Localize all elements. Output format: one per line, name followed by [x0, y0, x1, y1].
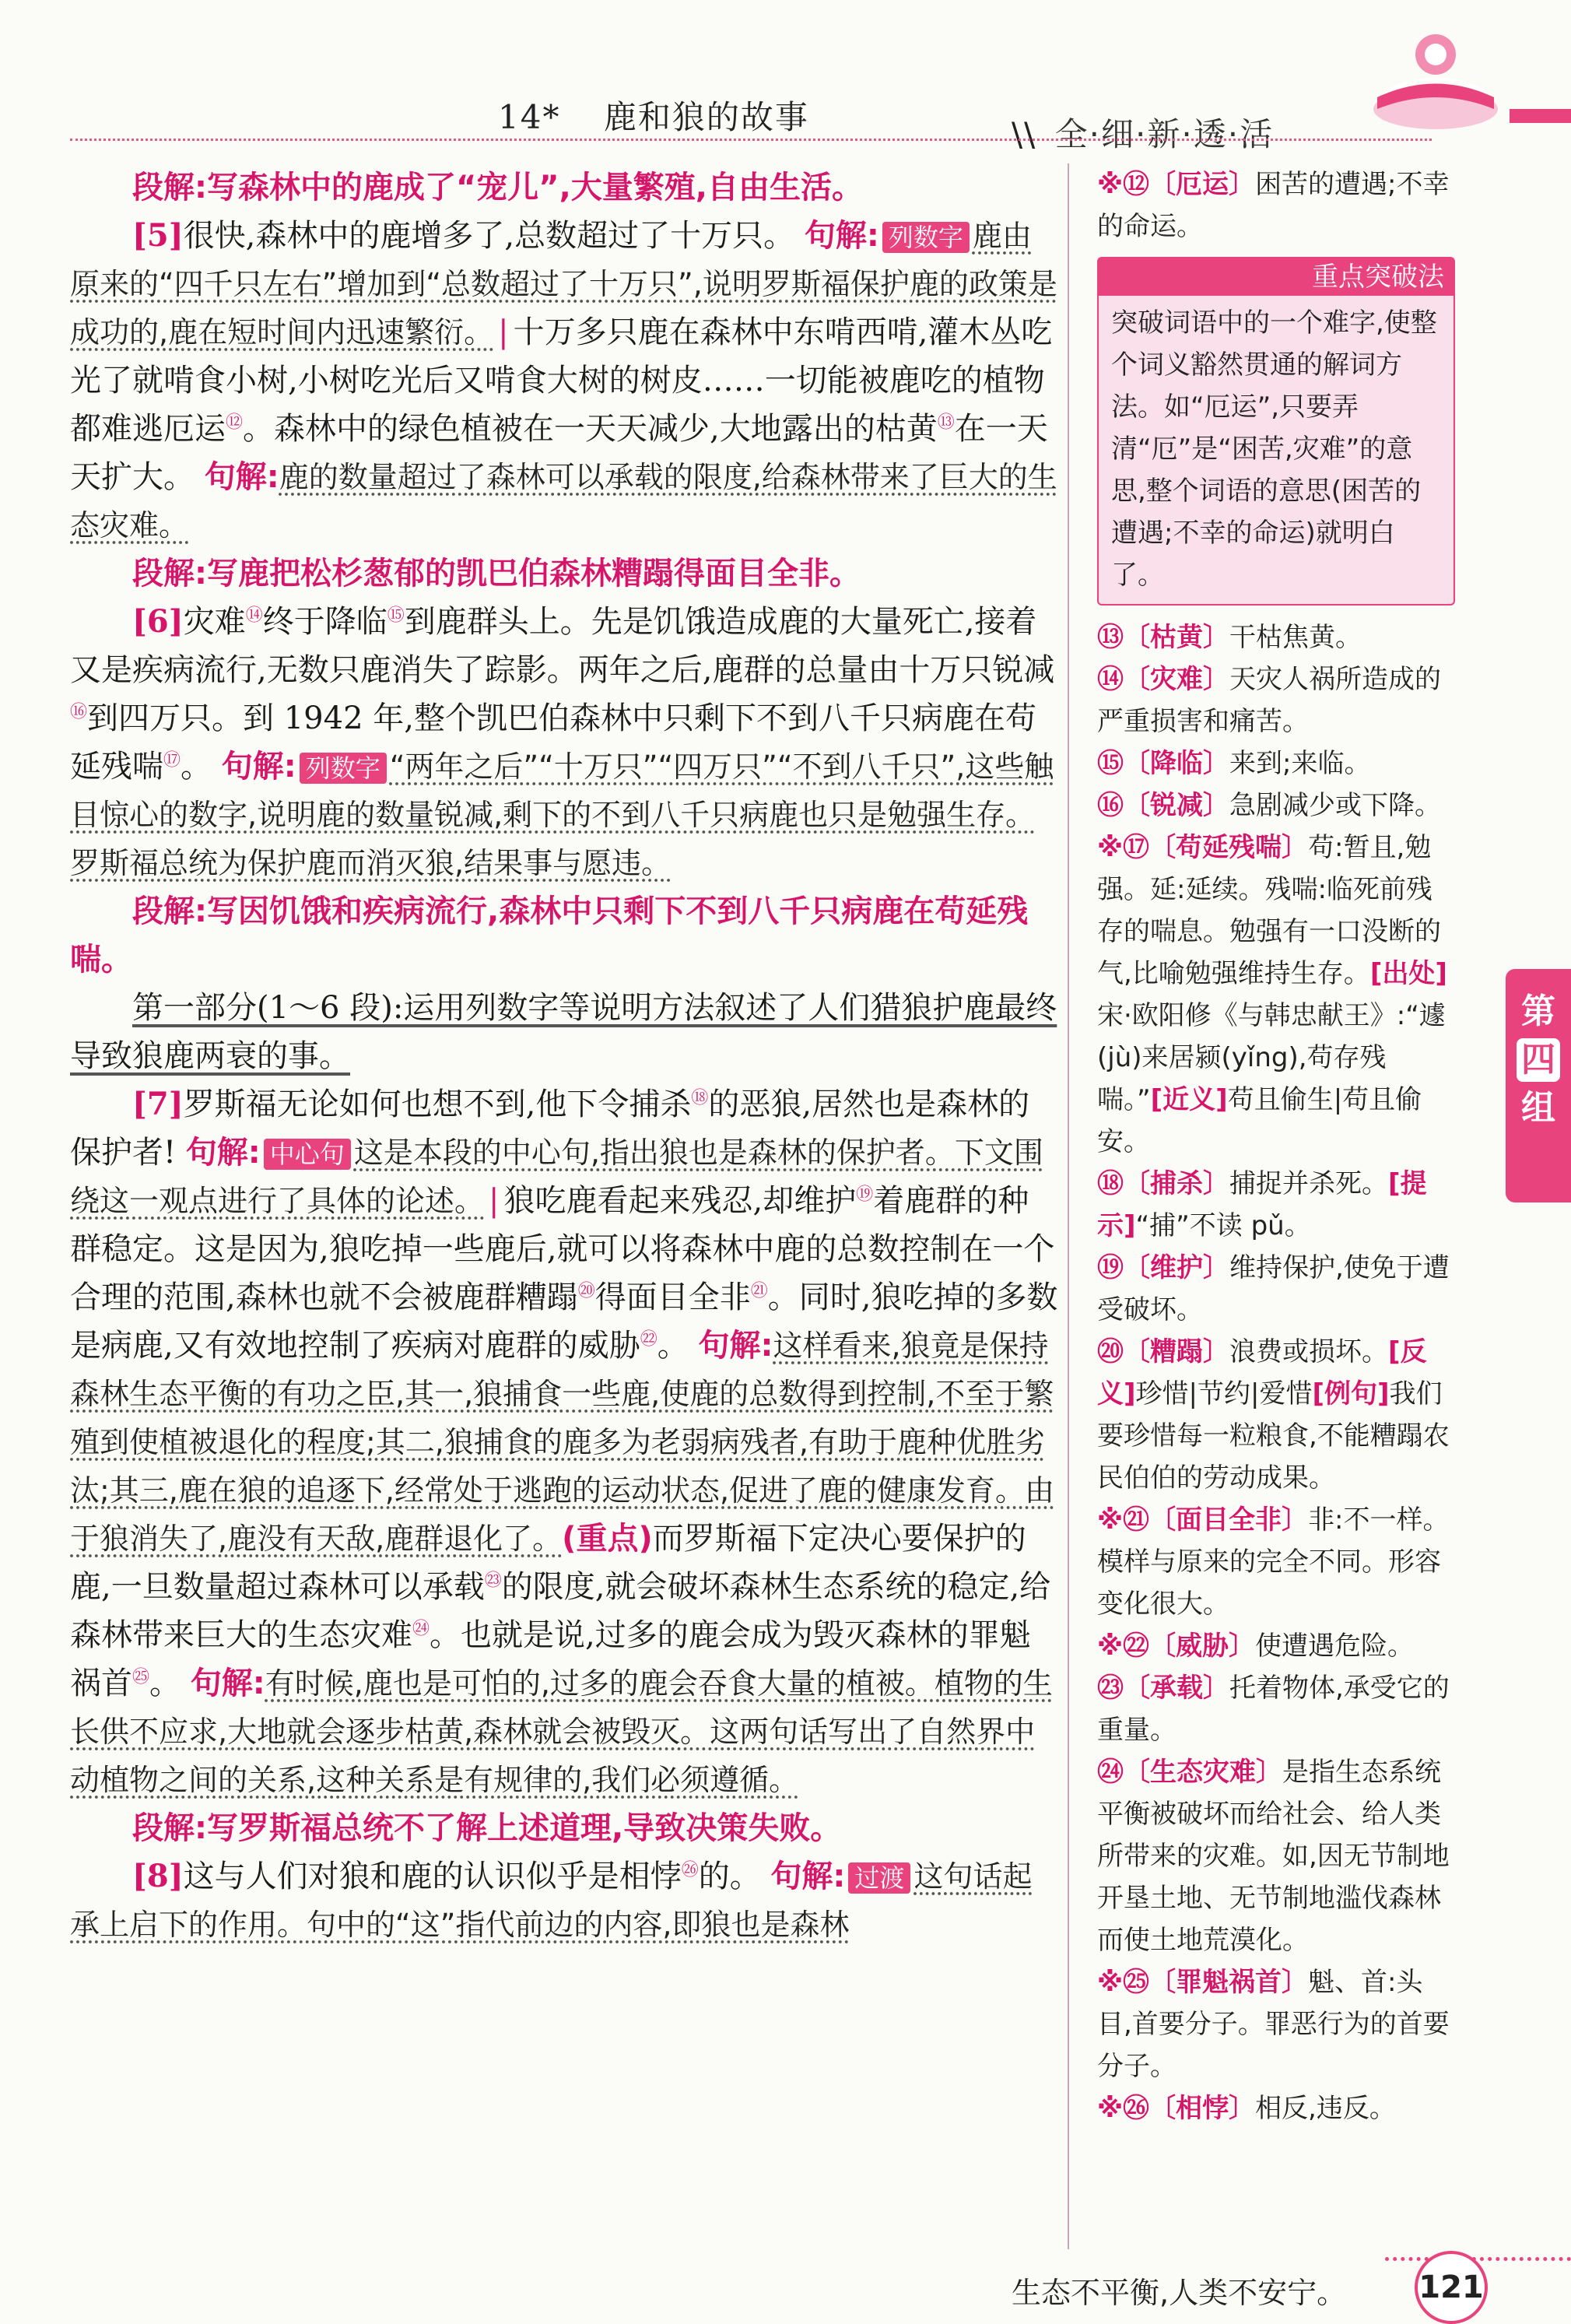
vocab-definition: 托着物体,承受它的重量。 — [1097, 1673, 1450, 1746]
paragraph-5 — [70, 212, 1058, 549]
vocab-item — [1097, 1667, 1455, 1751]
text: 。森林中的绿色植被在一天天减少,大地露出的枯黄 — [243, 411, 938, 447]
vocab-word: 〔生态灾难〕 — [1124, 1757, 1282, 1788]
unit-tab — [1506, 969, 1571, 1202]
text: 的恶狼,居然也是森林的保护者! — [70, 1087, 1030, 1171]
footnote-mark: ㉓ — [484, 1571, 502, 1591]
vocab-word: 〔罪魁祸首〕 — [1149, 1967, 1309, 1998]
footnote-mark: ⑮ — [387, 606, 405, 626]
vocab-definition: 天灾人祸所造成的严重损害和痛苦。 — [1097, 664, 1441, 737]
text: 着鹿群的种群稳定。这是因为,狼吃掉一些鹿后,就可以将森林中鹿的总数控制在一个合理的范围,森林也就不会被鹿群糟蹋 — [70, 1183, 1055, 1315]
sentence-analysis-label: 句解: — [185, 1135, 261, 1171]
footnote-number: ⑮ — [1097, 748, 1124, 779]
annotation: 这样看来,狼竟是保持森林生态平衡的有功之臣,其一,狼捕食一些鹿,使鹿的总数得到控制,不至于繁殖到使植被退化的程度;其二,狼捕食的鹿多为老弱病残者,有助于鹿种优胜劣汰;其三,鹿在狼的追逐下,经常处于逃跑的运动状态,促进了鹿的健康发育。由于狼消失了,鹿没有天敌,鹿群退化了。 — [70, 1329, 1055, 1556]
lesson-number: 14* — [498, 98, 561, 136]
vocab-word: 〔相悖〕 — [1149, 2093, 1256, 2124]
vocab-word: 〔降临〕 — [1124, 748, 1229, 779]
footer-quote: 生态不平衡,人类不安宁。 — [1012, 2276, 1347, 2310]
paragraph-summary: 段解:写森林中的鹿成了“宠儿”,大量繁殖,自由生活。 — [132, 170, 863, 205]
antonym-text: 珍惜|节约|爱惜 — [1135, 1378, 1313, 1409]
footnote-number: ⑳ — [1097, 1336, 1124, 1367]
text: 的限度,就会破坏森林生态系统的稳定,给森林带来巨大的生态灾难 — [70, 1569, 1051, 1653]
footnote-number: ⑭ — [1097, 664, 1124, 695]
footnote-number: ⑯ — [1097, 790, 1124, 821]
footnote-number: ※㉕ — [1097, 1967, 1150, 1998]
annotation: 鹿的数量超过了森林可以承载的限度,给森林带来了巨大的生态灾难。 — [70, 460, 1057, 542]
header-accent-bar — [1510, 109, 1571, 123]
main-text — [70, 163, 1058, 1949]
vocab-item — [1097, 827, 1455, 1163]
method-tag: 过渡 — [848, 1862, 910, 1894]
text: 。同时,狼吃掉的多数是病鹿,又有效地控制了疾病对鹿群的威胁 — [70, 1280, 1058, 1364]
header-rule — [70, 139, 1432, 141]
text: 。 — [149, 1666, 181, 1701]
unit-tab-number: 四 — [1517, 1038, 1560, 1082]
footnote-mark: ㉕ — [132, 1667, 150, 1687]
vocab-word: 〔面目全非〕 — [1149, 1504, 1309, 1536]
footnote-mark: ㉑ — [750, 1281, 768, 1301]
text: 。也就是说,过多的鹿会成为毁灭森林的罪魁祸首 — [70, 1617, 1031, 1701]
footnote-number: ※⑰ — [1097, 832, 1150, 863]
hint-text: “捕”不读 pǔ。 — [1135, 1210, 1311, 1241]
vocab-word: 〔灾难〕 — [1124, 664, 1229, 695]
vocab-definition: 浪费或损坏。 — [1229, 1336, 1388, 1367]
vocab-item — [1097, 1499, 1455, 1625]
paragraph-summary: 段解:写鹿把松杉葱郁的凯巴伯森林糟蹋得面目全非。 — [132, 556, 861, 592]
separator: | — [498, 314, 509, 350]
sentence-analysis-label: 句解: — [804, 218, 879, 254]
text: 到鹿群头上。先是饥饿造成鹿的大量死亡,接着又是疾病流行,无数只鹿消失了踪影。两年之后,鹿群的总量由十万只锐减 — [70, 604, 1055, 688]
text: 的。 — [698, 1859, 761, 1894]
text: 。 — [657, 1328, 689, 1364]
vocab-definition: 急剧减少或下降。 — [1229, 790, 1441, 821]
book-logo-icon — [1369, 23, 1502, 132]
vocab-item — [1097, 2087, 1455, 2129]
annotation: “两年之后”“十万只”“四万只”“不到八千只”,这些触目惊心的数字,说明鹿的数量锐减,剩下的不到八千只病鹿也只是勉强生存。罗斯福总统为保护鹿而消灭狼,结果事与愿违。 — [70, 750, 1054, 880]
vocab-definition: 是指生态系统平衡被破坏而给社会、给人类所带来的灾难。如,因无节制地开垦土地、无节制地滥伐森林而使土地荒漠化。 — [1097, 1757, 1450, 1956]
vocabulary-sidebar — [1097, 163, 1455, 2129]
footnote-mark: ⑰ — [163, 750, 181, 771]
paragraph-7 — [70, 1080, 1058, 1804]
part-summary: 第一部分(1～6 段):运用列数字等说明方法叙述了人们猎狼护鹿最终导致狼鹿两衰的事。 — [70, 990, 1057, 1074]
page-header — [0, 0, 1571, 156]
footnote-mark: ㉔ — [412, 1619, 430, 1639]
vocab-word: 〔枯黄〕 — [1124, 622, 1229, 653]
footnote-mark: ⑭ — [245, 606, 263, 626]
method-tag: 中心句 — [264, 1139, 351, 1170]
paragraph-number: [6] — [132, 603, 184, 640]
vocab-word: 〔锐减〕 — [1124, 790, 1229, 821]
paragraph-8 — [70, 1852, 1058, 1949]
footnote-number: ⑬ — [1097, 622, 1124, 653]
vocab-item — [1097, 785, 1455, 827]
example-label: [例句] — [1312, 1378, 1390, 1409]
footnote-number: ※㉒ — [1097, 1631, 1150, 1662]
footnote-number: ㉓ — [1097, 1673, 1124, 1704]
vocab-item — [1097, 742, 1455, 785]
footnote-number: ※㉑ — [1097, 1504, 1150, 1536]
vocab-definition: 干枯焦黄。 — [1229, 622, 1362, 653]
vocab-definition: 使遭遇危险。 — [1255, 1631, 1415, 1662]
vocab-item — [1097, 616, 1455, 658]
sentence-analysis-label: 句解: — [204, 459, 279, 495]
text: 得面目全非 — [594, 1280, 751, 1315]
unit-tab-bottom: 组 — [1521, 1088, 1555, 1128]
unit-tab-top: 第 — [1521, 992, 1555, 1031]
paragraph-summary: 段解:写因饥饿和疾病流行,森林中只剩下不到八千只病鹿在苟延残喘。 — [70, 893, 1029, 978]
vocab-definition: 困苦的遭遇;不幸的命运。 — [1097, 169, 1450, 242]
paragraph-6 — [70, 598, 1058, 887]
method-tag: 列数字 — [300, 753, 387, 784]
vocab-item — [1097, 1247, 1455, 1331]
method-box — [1097, 257, 1455, 606]
vocab-item — [1097, 1331, 1455, 1499]
footnote-number: ⑲ — [1097, 1252, 1124, 1283]
annotation: 有时候,鹿也是可怕的,过多的鹿会吞食大量的植被。植物的生长供不应求,大地就会逐步枯黄,森林就会被毁灭。这两句话写出了自然界中动植物之间的关系,这种关系是有规律的,我们必须遵循。 — [70, 1666, 1053, 1797]
example-text: 我们要珍惜每一粒粮食,不能糟蹋农民伯伯的劳动成果。 — [1097, 1378, 1450, 1494]
page-number: 121 — [1415, 2251, 1488, 2324]
key-point-label: (重点) — [562, 1521, 653, 1557]
brand-slogan — [1012, 109, 1274, 156]
vocab-definition: 来到;来临。 — [1229, 748, 1371, 779]
vocab-word: 〔苟延残喘〕 — [1149, 832, 1309, 863]
text: 而罗斯福下定决心要保护的鹿,一旦数量超过森林可以承载 — [70, 1521, 1026, 1605]
footnote-number: ※㉖ — [1097, 2093, 1150, 2124]
vocab-word: 〔承载〕 — [1124, 1673, 1229, 1704]
vocab-definition: 相反,违反。 — [1255, 2093, 1396, 2124]
footnote-number: ㉔ — [1097, 1757, 1124, 1788]
vocab-definition: 苟:暂且,勉强。延:延续。残喘:临死前残存的喘息。勉强有一口没断的气,比喻勉强维持生存。 — [1097, 832, 1441, 989]
footnote-mark: ⑬ — [937, 412, 955, 433]
sentence-analysis-label: 句解: — [221, 749, 296, 785]
method-box-title: 重点突破法 — [1099, 258, 1454, 296]
footnote-mark: ⑯ — [70, 702, 88, 722]
lesson-name: 鹿和狼的故事 — [603, 98, 809, 136]
separator: | — [489, 1183, 500, 1219]
text: 灾难 — [183, 604, 246, 640]
paragraph-number: [7] — [132, 1086, 184, 1122]
vocab-definition: 维持保护,使免于遭受破坏。 — [1097, 1252, 1450, 1325]
vocab-item — [1097, 1163, 1455, 1247]
text: 这与人们对狼和鹿的认识似乎是相悖 — [183, 1859, 682, 1894]
vocab-item — [1097, 1751, 1455, 1961]
footnote-mark: ⑳ — [577, 1281, 595, 1301]
text: 罗斯福无论如何也想不到,他下令捕杀 — [183, 1087, 692, 1122]
footnote-number: ⑱ — [1097, 1168, 1124, 1199]
antonym-label: [反义] — [1097, 1336, 1427, 1409]
footnote-mark: ⑲ — [856, 1185, 874, 1205]
method-tag: 列数字 — [882, 222, 970, 253]
footnote-mark: ⑫ — [226, 412, 244, 433]
annotation: 鹿由原来的“四千只左右”增加到“总数超过了十万只”,说明罗斯福保护鹿的政策是成功的,鹿在短时间内迅速繁衍。 — [70, 219, 1057, 349]
column-divider — [1068, 163, 1069, 2249]
text: 很快,森林中的鹿增多了,总数超过了十万只。 — [183, 218, 795, 254]
vocab-word: 〔糟蹋〕 — [1124, 1336, 1229, 1367]
paragraph-number: [5] — [132, 217, 184, 254]
sentence-analysis-label: 句解: — [190, 1666, 265, 1701]
annotation: 这句话起承上启下的作用。句中的“这”指代前边的内容,即狼也是森林 — [70, 1859, 1033, 1942]
slogan-text: 全·细·新·透·活 — [1054, 115, 1275, 153]
source-text: 宋·欧阳修《与韩忠献王》:“遽(jù)来居颍(yǐng),苟存残喘。” — [1097, 1000, 1446, 1115]
vocab-item — [1097, 163, 1455, 247]
text: 到四万只。到 1942 年,整个凯巴伯森林中只剩下不到八千只病鹿在苟延残喘 — [70, 700, 1036, 785]
vocab-definition: 捕捉并杀死。 — [1229, 1168, 1388, 1199]
text: 终于降临 — [262, 604, 387, 640]
sentence-analysis-label: 句解: — [770, 1859, 846, 1894]
text: 狼吃鹿看起来残忍,却维护 — [503, 1183, 857, 1219]
slogan-mark: \\ — [1012, 115, 1037, 153]
paragraph-summary: 段解:写罗斯福总统不了解上述道理,导致决策失败。 — [132, 1810, 842, 1846]
footnote-mark: ⑱ — [691, 1088, 709, 1108]
footnote-mark: ㉒ — [640, 1329, 658, 1350]
vocab-word: 〔厄运〕 — [1149, 169, 1256, 200]
vocab-item — [1097, 1625, 1455, 1667]
vocab-item — [1097, 658, 1455, 742]
vocab-word: 〔威胁〕 — [1149, 1631, 1256, 1662]
lesson-title — [498, 92, 809, 139]
source-label: [出处] — [1369, 958, 1447, 989]
vocab-definition: 魁、首:头目,首要分子。罪恶行为的首要分子。 — [1097, 1967, 1450, 2082]
vocab-word: 〔维护〕 — [1124, 1252, 1229, 1283]
vocab-definition: 非:不一样。模样与原来的完全不同。形容变化很大。 — [1097, 1504, 1450, 1620]
footnote-mark: ㉖ — [681, 1860, 699, 1880]
method-box-text: 突破词语中的一个难字,使整个词义豁然贯通的解词方法。如“厄运”,只要弄清“厄”是“困苦,灾难”的意思,整个词语的意思(困苦的遭遇;不幸的命运)就明白了。 — [1111, 307, 1437, 591]
footnote-number: ※⑫ — [1097, 169, 1150, 200]
vocab-word: 〔捕杀〕 — [1124, 1168, 1229, 1199]
paragraph-number: [8] — [132, 1858, 184, 1894]
sentence-analysis-label: 句解: — [698, 1328, 773, 1364]
text: 十万多只鹿在森林中东啃西啃,灌木丛吃光了就啃食小树,小树吃光后又啃食大树的树皮……一切能被鹿吃的植物都难逃厄运 — [70, 314, 1053, 447]
synonym-label: [近义] — [1150, 1084, 1228, 1115]
hint-label: [提示] — [1097, 1168, 1427, 1241]
annotation: 这是本段的中心句,指出狼也是森林的保护者。下文围绕这一观点进行了具体的论述。 — [70, 1136, 1043, 1218]
vocab-item — [1097, 1961, 1455, 2087]
text: 。 — [181, 749, 212, 785]
text: 在一天天扩大。 — [70, 411, 1048, 495]
synonym-text: 苟且偷生|苟且偷安。 — [1097, 1084, 1422, 1157]
